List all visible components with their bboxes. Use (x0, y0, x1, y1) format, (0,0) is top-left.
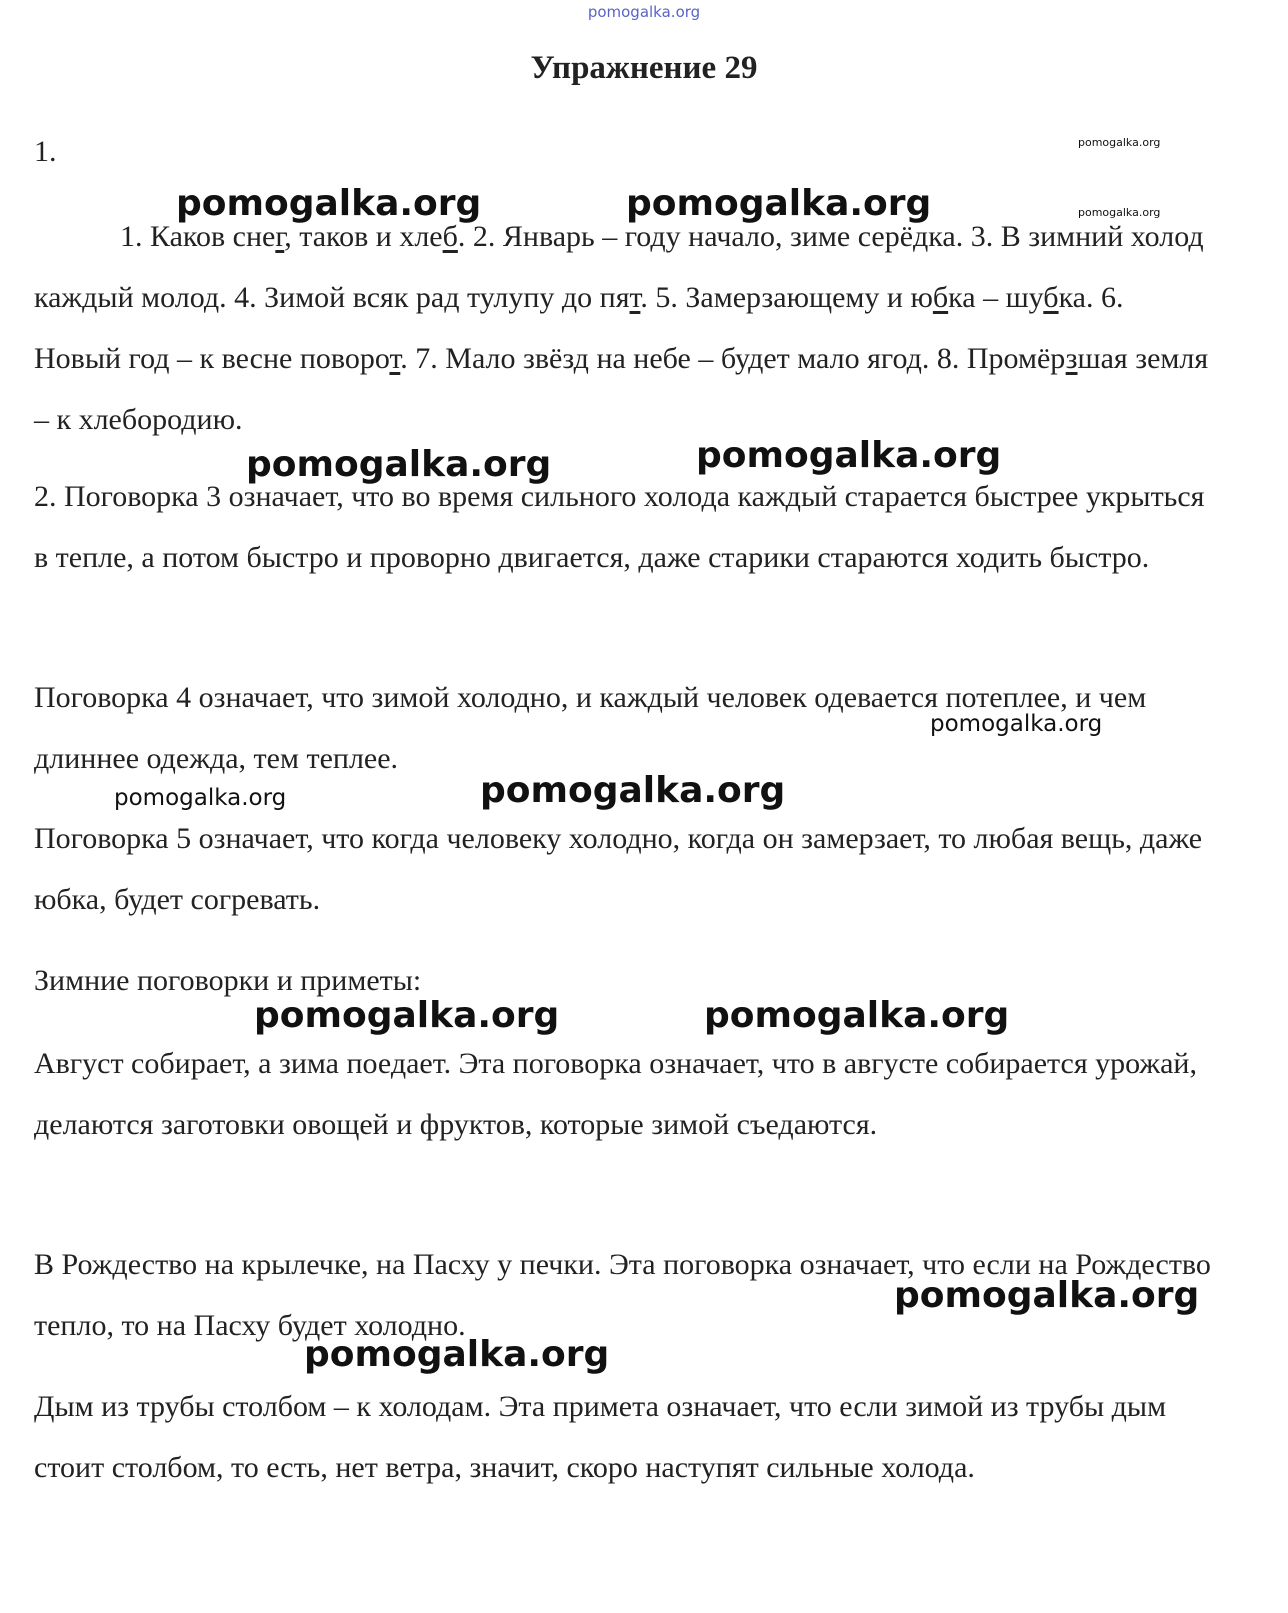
section-number: 1. (34, 135, 57, 168)
paragraph-august: Август собирает, а зима поедает. Эта поговорка означает, что в августе собирается урожай, делаются заготовки овощей и фруктов, которые зимой съедаются. (34, 1047, 1197, 1141)
paragraph-winter-heading: Зимние поговорки и приметы: (34, 964, 422, 997)
paragraph-proverb-3: 2. Поговорка 3 означает, что во время сильного холода каждый старается быстрее укрыться в тепле, а потом быстро и проворно двигается, даже старики стараются ходить быстро. (34, 480, 1205, 574)
paragraph-proverb-5: Поговорка 5 означает, что когда человеку холодно, когда он замерзает, то любая вещь, даже юбка, будет согревать. (34, 822, 1203, 916)
watermark-large: pomogalka.org (696, 435, 1002, 476)
page-title: Упражнение 29 (530, 50, 758, 86)
watermark-large: pomogalka.org (626, 183, 932, 224)
paragraph-christmas: В Рождество на крылечке, на Пасху у печки. Эта поговорка означает, что если на Рождество тепло, то на Пасху будет холодно. (34, 1248, 1211, 1342)
paragraph-proverb-4: Поговорка 4 означает, что зимой холодно, и каждый человек одевается потеплее, и чем длиннее одежда, тем теплее. (34, 681, 1147, 775)
watermark-large: pomogalka.org (304, 1334, 610, 1375)
watermark-medium: pomogalka.org (930, 711, 1103, 737)
watermark-small: pomogalka.org (1078, 136, 1161, 149)
watermark-small: pomogalka.org (1078, 206, 1161, 219)
top-watermark: pomogalka.org (587, 3, 701, 21)
watermark-large: pomogalka.org (480, 770, 786, 811)
watermark-large: pomogalka.org (254, 995, 560, 1036)
watermark-large: pomogalka.org (246, 444, 552, 485)
proverbs-paragraph: 1. Каков снег, таков и хлеб. 2. Январь – году начало, зиме серёдка. 3. В зимний холод каждый молод. 4. Зимой всяк рад тулупу до пят. 5. Замерзающему и юбка – шубка. 6. Новый год – к весне поворот. 7. Мало звёзд на небе – будет мало ягод. 8. Промёрзшая земля – к хлебородию. (34, 220, 1209, 436)
paragraph-smoke: Дым из трубы столбом – к холодам. Эта примета означает, что если зимой из трубы дым стоит столбом, то есть, нет ветра, значит, скоро наступят сильные холода. (34, 1390, 1167, 1484)
watermark-medium: pomogalka.org (114, 785, 287, 811)
watermark-large: pomogalka.org (176, 183, 482, 224)
watermark-large: pomogalka.org (704, 995, 1010, 1036)
watermark-large: pomogalka.org (894, 1275, 1200, 1316)
